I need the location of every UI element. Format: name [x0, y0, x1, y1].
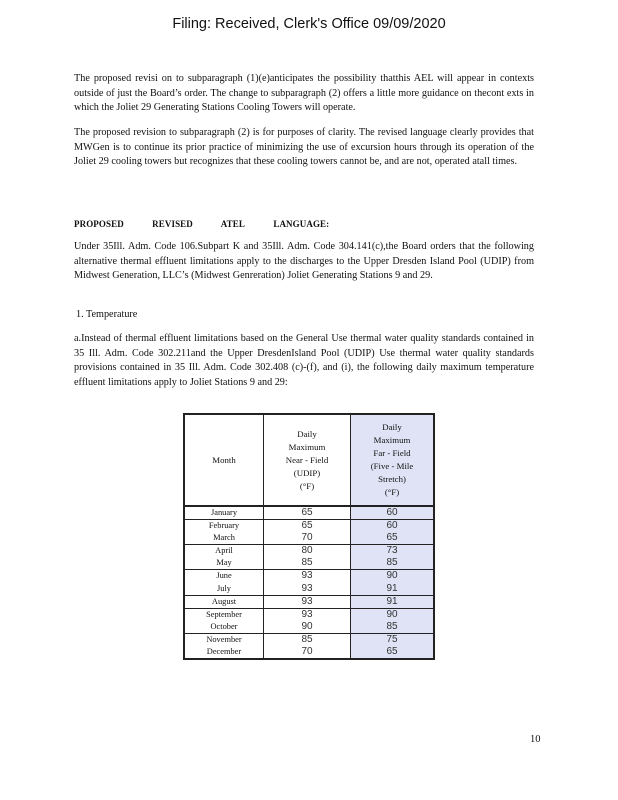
- heading-word-language: LANGUAGE:: [273, 219, 330, 229]
- header-line: Daily: [382, 422, 402, 432]
- cell-near-field: 93: [264, 608, 351, 621]
- table-row: [184, 545, 434, 558]
- cell-near-field: 65: [264, 506, 351, 520]
- cell-far-field: 65: [351, 646, 435, 659]
- cell-near-field: 85: [264, 557, 351, 570]
- header-line: (Five - Mile: [370, 461, 414, 471]
- paragraph-item-1a: a.Instead of thermal effluent limitations based on the General Use thermal water quality standards contained in 35 Ill. Adm. Code 302.211and the Upper DresdenIsland Pool (UDIP) Use thermal water quality standards provisions contained in 35 Ill. Adm. Code 302.408 (c)-(f), and (i), the following daily maximum temperature effluent limitations apply to Joliet Stations 9 and 29:: [74, 333, 534, 388]
- cell-month: June: [184, 570, 264, 583]
- table-row: [184, 583, 434, 596]
- cell-far-field: 65: [351, 532, 435, 545]
- heading-word-proposed: PROPOSED: [74, 219, 124, 229]
- cell-near-field: 93: [264, 570, 351, 583]
- heading-word-revised: REVISED: [152, 219, 193, 229]
- paragraph-intro: Under 35Ill. Adm. Code 106.Subpart K and 35Ill. Adm. Code 304.141(c),the Board orders that the following alternative thermal effluent limitations apply to the discharges to the Upper Dresden Island Pool (UDIP) from Midwest Generation, LLC’s (Midwest Genreration) Joliet Generating Stations 9 and 29.: [74, 241, 534, 282]
- table-row: [184, 532, 434, 545]
- heading-word-atel: ATEL: [220, 219, 245, 229]
- cell-month: January: [184, 506, 264, 520]
- cell-far-field: 90: [351, 608, 435, 621]
- header-line: Far - Field: [373, 448, 411, 458]
- cell-far-field: 91: [351, 595, 435, 608]
- table-row: [184, 621, 434, 634]
- cell-month: March: [184, 532, 264, 545]
- cell-near-field: 93: [264, 595, 351, 608]
- header-line: Near - Field: [285, 454, 329, 465]
- header-near-field: [264, 414, 351, 506]
- cell-far-field: 60: [351, 506, 435, 520]
- cell-month: August: [184, 595, 264, 608]
- cell-month: May: [184, 557, 264, 570]
- cell-month: February: [184, 520, 264, 533]
- cell-near-field: 65: [264, 520, 351, 533]
- paragraph-subparagraph-1e: The proposed revisi on to subparagraph (1)(e)anticipates the possibility thatthis AEL will appear in contexts outside of just the Board’s order. The change to subparagraph (2) offers a little more guidance on thecont exts in which the Joliet 29 Generating Stations Cooling Towers will operate.: [74, 73, 534, 114]
- cell-near-field: 93: [264, 583, 351, 596]
- cell-far-field: 85: [351, 557, 435, 570]
- header-line: (°F): [384, 487, 400, 497]
- table-row: [184, 506, 434, 520]
- cell-near-field: 70: [264, 646, 351, 659]
- header-far-field: [351, 414, 435, 506]
- cell-near-field: 85: [264, 633, 351, 646]
- header-line: Maximum: [373, 435, 411, 445]
- header-line: Stretch): [378, 474, 406, 484]
- table-row: [184, 608, 434, 621]
- cell-far-field: 90: [351, 570, 435, 583]
- header-line: Maximum: [288, 441, 326, 452]
- header-line: Daily: [297, 428, 317, 439]
- paragraph-subparagraph-2: The proposed revision to subparagraph (2) is for purposes of clarity. The revised language clearly provides that MWGen is to continue its prior practice of minimizing the use of excursion hours through its operation of the Joliet 29 cooling towers but recognizes that these cooling towers cannot be, and are not, operated atall times.: [74, 127, 534, 168]
- table-row: [184, 557, 434, 570]
- header-line: (°F): [299, 480, 315, 491]
- cell-month: April: [184, 545, 264, 558]
- cell-month: October: [184, 621, 264, 634]
- cell-near-field: 70: [264, 532, 351, 545]
- table-row: [184, 570, 434, 583]
- list-item-temperature: 1. Temperature: [76, 309, 138, 320]
- cell-month: September: [184, 608, 264, 621]
- temperature-limits-table: [183, 413, 435, 660]
- cell-month: July: [184, 583, 264, 596]
- cell-month: November: [184, 633, 264, 646]
- table-row: [184, 646, 434, 659]
- cell-near-field: 90: [264, 621, 351, 634]
- table-row: [184, 633, 434, 646]
- cell-far-field: 60: [351, 520, 435, 533]
- table-header-row: [184, 414, 434, 506]
- table-row: [184, 595, 434, 608]
- cell-near-field: 80: [264, 545, 351, 558]
- section-heading: [74, 219, 534, 229]
- page-number: 10: [530, 734, 541, 745]
- cell-far-field: 85: [351, 621, 435, 634]
- header-line: (UDIP): [293, 467, 321, 478]
- cell-far-field: 73: [351, 545, 435, 558]
- cell-far-field: 75: [351, 633, 435, 646]
- filing-stamp: Filing: Received, Clerk's Office 09/09/2020: [172, 16, 446, 32]
- cell-far-field: 91: [351, 583, 435, 596]
- cell-month: December: [184, 646, 264, 659]
- table-row: [184, 520, 434, 533]
- header-month: Month: [184, 414, 264, 506]
